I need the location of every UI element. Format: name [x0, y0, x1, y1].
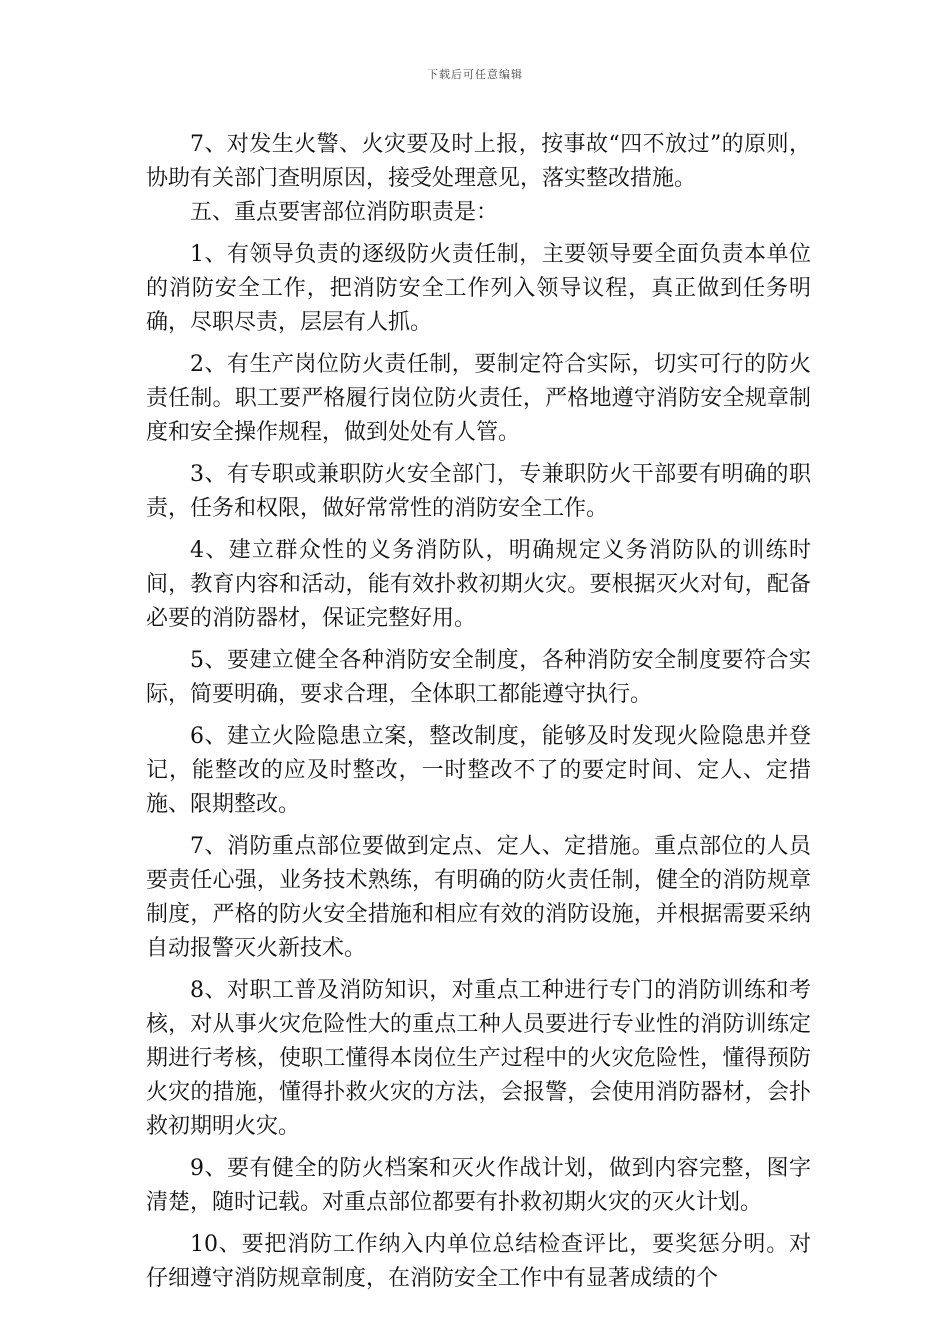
paragraph-item-2: 2、有生产岗位防火责任制，要制定符合实际，切实可行的防火责任制。职工要严格履行岗位防火责任，严格地遵守消防安全规章制度和安全操作规程，做到处处有人管。	[146, 352, 811, 445]
section-heading-key-areas: 五、重点要害部位消防职责是：	[190, 200, 499, 225]
paragraph-item-8: 8、对职工普及消防知识，对重点工种进行专门的消防训练和考核，对从事火灾危险性大的重点工种人员要进行专业性的消防训练定期进行考核，使职工懂得本岗位生产过程中的火灾危险性，懂得预防火灾的措施，懂得扑救火灾的方法，会报警，会使用消防器材，会扑救初期明火灾。	[146, 978, 811, 1139]
paragraph-item-6: 6、建立火险隐患立案，整改制度，能够及时发现火险隐患并登记，能整改的应及时整改，一时整改不了的要定时间、定人、定措施、限期整改。	[146, 724, 811, 817]
paragraph-item-9: 9、要有健全的防火档案和灭火作战计划，做到内容完整，图字清楚，随时记载。对重点部位都要有扑救初期火灾的灭火计划。	[146, 1156, 811, 1215]
document-body	[146, 128, 811, 1296]
page-header: 下载后可任意编辑	[427, 68, 523, 81]
paragraph-item-7-report: 7、对发生火警、火灾要及时上报，按事故“四不放过”的原则，协助有关部门查明原因，接受处理意见，落实整改措施。	[146, 132, 811, 191]
paragraph-item-1: 1、有领导负责的逐级防火责任制，主要领导要全面负责本单位的消防安全工作，把消防安全工作列入领导议程，真正做到任务明确，尽职尽责，层层有人抓。	[146, 242, 811, 335]
paragraph-item-7: 7、消防重点部位要做到定点、定人、定措施。重点部位的人员要责任心强，业务技术熟练，有明确的防火责任制，健全的消防规章制度，严格的防火安全措施和相应有效的消防设施，并根据需要采纳自动报警灭火新技术。	[146, 834, 811, 961]
paragraph-item-4: 4、建立群众性的义务消防队，明确规定义务消防队的训练时间，教育内容和活动，能有效扑救初期火灾。要根据灭火对旬，配备必要的消防器材，保证完整好用。	[146, 538, 811, 631]
paragraph-item-5: 5、要建立健全各种消防安全制度，各种消防安全制度要符合实际，简要明确，要求合理，全体职工都能遵守执行。	[146, 648, 811, 707]
paragraph-item-10: 10、要把消防工作纳入内单位总结检查评比，要奖惩分明。对仔细遵守消防规章制度，在消防安全工作中有显著成绩的个	[146, 1232, 811, 1291]
paragraph-item-3: 3、有专职或兼职防火安全部门，专兼职防火干部要有明确的职责，任务和权限，做好常常性的消防安全工作。	[146, 462, 811, 521]
